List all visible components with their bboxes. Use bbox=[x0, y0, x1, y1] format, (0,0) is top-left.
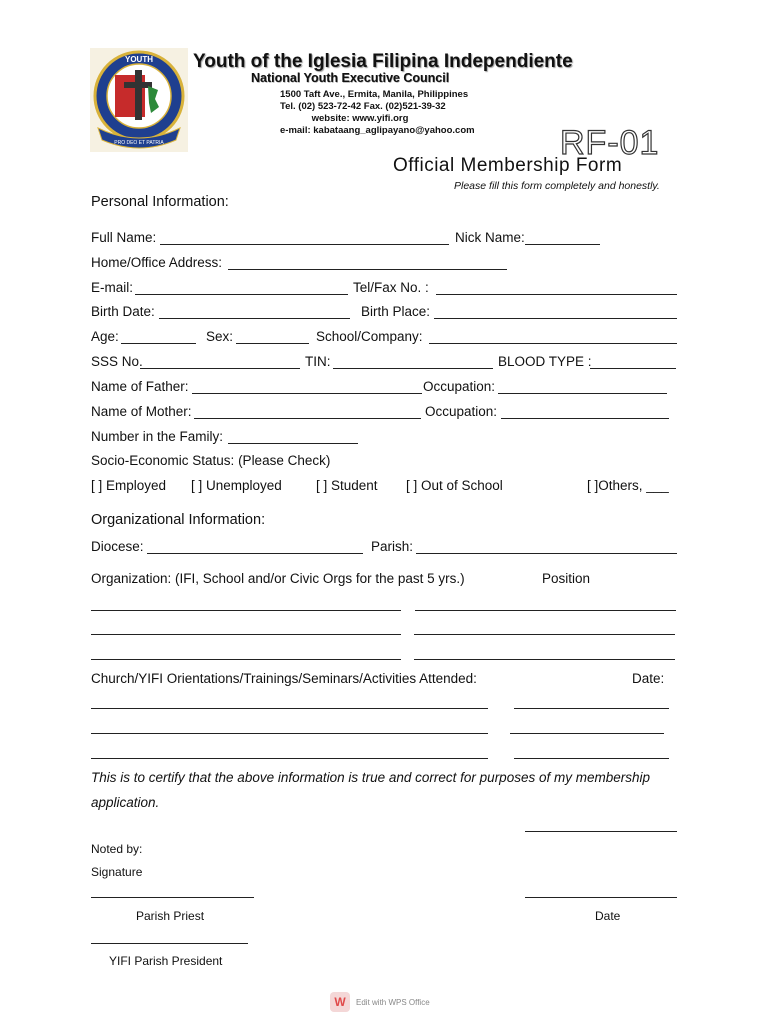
nick-name-label: Nick Name: bbox=[455, 230, 525, 245]
birth-place-label: Birth Place: bbox=[361, 304, 431, 319]
sss-label: SSS No. bbox=[91, 354, 143, 369]
activity-date-field[interactable] bbox=[514, 708, 669, 709]
website-line: website: www.yifi.org bbox=[311, 113, 409, 124]
wps-label: Edit with WPS Office bbox=[356, 997, 430, 1007]
president-signature-line[interactable] bbox=[91, 943, 248, 944]
tel-line: Tel. (02) 523-72-42 Fax. (02)521-39-32 bbox=[280, 101, 446, 112]
svg-text:YOUTH: YOUTH bbox=[125, 55, 153, 64]
noted-by-label: Noted by: bbox=[91, 842, 143, 856]
father-label: Name of Father: bbox=[91, 379, 189, 394]
yifi-logo bbox=[90, 48, 188, 152]
birth-date-field[interactable] bbox=[159, 318, 350, 319]
personal-heading: Personal Information: bbox=[91, 194, 229, 210]
birth-place-field[interactable] bbox=[434, 318, 677, 319]
option-out-of-school[interactable]: [ ] Out of School bbox=[406, 478, 503, 493]
certification-line-2: application. bbox=[91, 795, 160, 810]
org-name: Youth of the Iglesia Filipina Independiente bbox=[193, 51, 573, 72]
position-field[interactable] bbox=[414, 634, 675, 635]
organizational-heading: Organizational Information: bbox=[91, 512, 266, 528]
option-others[interactable]: [ ]Others, ___ bbox=[587, 478, 669, 493]
option-employed[interactable]: [ ] Employed bbox=[91, 478, 167, 493]
address-field[interactable] bbox=[228, 269, 507, 270]
activity-field[interactable] bbox=[91, 733, 488, 734]
sex-field[interactable] bbox=[236, 343, 309, 344]
tin-label: TIN: bbox=[305, 354, 331, 369]
address-label: Home/Office Address: bbox=[91, 255, 223, 270]
school-field[interactable] bbox=[429, 343, 677, 344]
telfax-field[interactable] bbox=[436, 294, 677, 295]
parish-priest-signature-line[interactable] bbox=[91, 897, 254, 898]
position-field[interactable] bbox=[415, 610, 676, 611]
svg-text:PRO DEO ET PATRIA: PRO DEO ET PATRIA bbox=[114, 140, 164, 146]
position-field[interactable] bbox=[414, 659, 675, 660]
position-label: Position bbox=[542, 571, 591, 586]
organization-field[interactable] bbox=[91, 634, 401, 635]
diocese-field[interactable] bbox=[147, 553, 363, 554]
parish-priest-label: Parish Priest bbox=[136, 909, 205, 923]
father-occupation-label: Occupation: bbox=[423, 379, 496, 394]
wps-icon: W bbox=[330, 992, 350, 1012]
mother-occupation-field[interactable] bbox=[501, 418, 669, 419]
full-name-label: Full Name: bbox=[91, 230, 157, 245]
address-line: 1500 Taft Ave., Ermita, Manila, Philippines bbox=[280, 89, 469, 100]
activity-date-field[interactable] bbox=[514, 758, 669, 759]
organization-label: Organization: (IFI, School and/or Civic Orgs for the past 5 yrs.) bbox=[91, 571, 465, 586]
blood-type-label: BLOOD TYPE : bbox=[498, 354, 592, 369]
family-count-field[interactable] bbox=[228, 443, 358, 444]
email-field[interactable] bbox=[135, 294, 348, 295]
activity-field[interactable] bbox=[91, 708, 488, 709]
parish-label: Parish: bbox=[371, 539, 414, 554]
sss-field[interactable] bbox=[140, 368, 300, 369]
socio-status-label: Socio-Economic Status: (Please Check) bbox=[91, 453, 331, 468]
date-label: Date bbox=[595, 909, 621, 923]
mother-label: Name of Mother: bbox=[91, 404, 192, 419]
sex-label: Sex: bbox=[206, 329, 234, 344]
option-unemployed[interactable]: [ ] Unemployed bbox=[191, 478, 282, 493]
organization-field[interactable] bbox=[91, 610, 401, 611]
father-field[interactable] bbox=[192, 393, 422, 394]
email-line: e-mail: kabataang_aglipayano@yahoo.com bbox=[280, 125, 475, 136]
tin-field[interactable] bbox=[333, 368, 493, 369]
member-signature-line[interactable] bbox=[525, 831, 677, 832]
father-occupation-field[interactable] bbox=[498, 393, 667, 394]
birth-date-label: Birth Date: bbox=[91, 304, 155, 319]
nick-name-field[interactable] bbox=[525, 244, 600, 245]
form-instruction: Please fill this form completely and honestly. bbox=[454, 180, 660, 192]
mother-occupation-label: Occupation: bbox=[425, 404, 498, 419]
mother-field[interactable] bbox=[194, 418, 421, 419]
blood-type-field[interactable] bbox=[590, 368, 676, 369]
activities-date-label: Date: bbox=[632, 671, 665, 686]
option-student[interactable]: [ ] Student bbox=[316, 478, 378, 493]
certification-line-1: This is to certify that the above information is true and correct for purposes of my membership bbox=[91, 770, 650, 785]
parish-field[interactable] bbox=[416, 553, 677, 554]
activities-label: Church/YIFI Orientations/Trainings/Seminars/Activities Attended: bbox=[91, 671, 477, 686]
organization-field[interactable] bbox=[91, 659, 401, 660]
yifi-president-label: YIFI Parish President bbox=[109, 954, 223, 968]
full-name-field[interactable] bbox=[160, 244, 449, 245]
council-name: National Youth Executive Council bbox=[251, 71, 450, 85]
school-label: School/Company: bbox=[316, 329, 423, 344]
diocese-label: Diocese: bbox=[91, 539, 144, 554]
form-title: Official Membership Form bbox=[393, 155, 623, 176]
age-label: Age: bbox=[91, 329, 119, 344]
activity-date-field[interactable] bbox=[510, 733, 664, 734]
signature-label: Signature bbox=[91, 865, 143, 879]
date-signature-line[interactable] bbox=[525, 897, 677, 898]
form-code: RF-01 bbox=[560, 124, 660, 162]
telfax-label: Tel/Fax No. : bbox=[353, 280, 429, 295]
family-count-label: Number in the Family: bbox=[91, 429, 224, 444]
activity-field[interactable] bbox=[91, 758, 488, 759]
email-label: E-mail: bbox=[91, 280, 134, 295]
wps-edit-button[interactable] bbox=[330, 992, 430, 1012]
age-field[interactable] bbox=[121, 343, 196, 344]
